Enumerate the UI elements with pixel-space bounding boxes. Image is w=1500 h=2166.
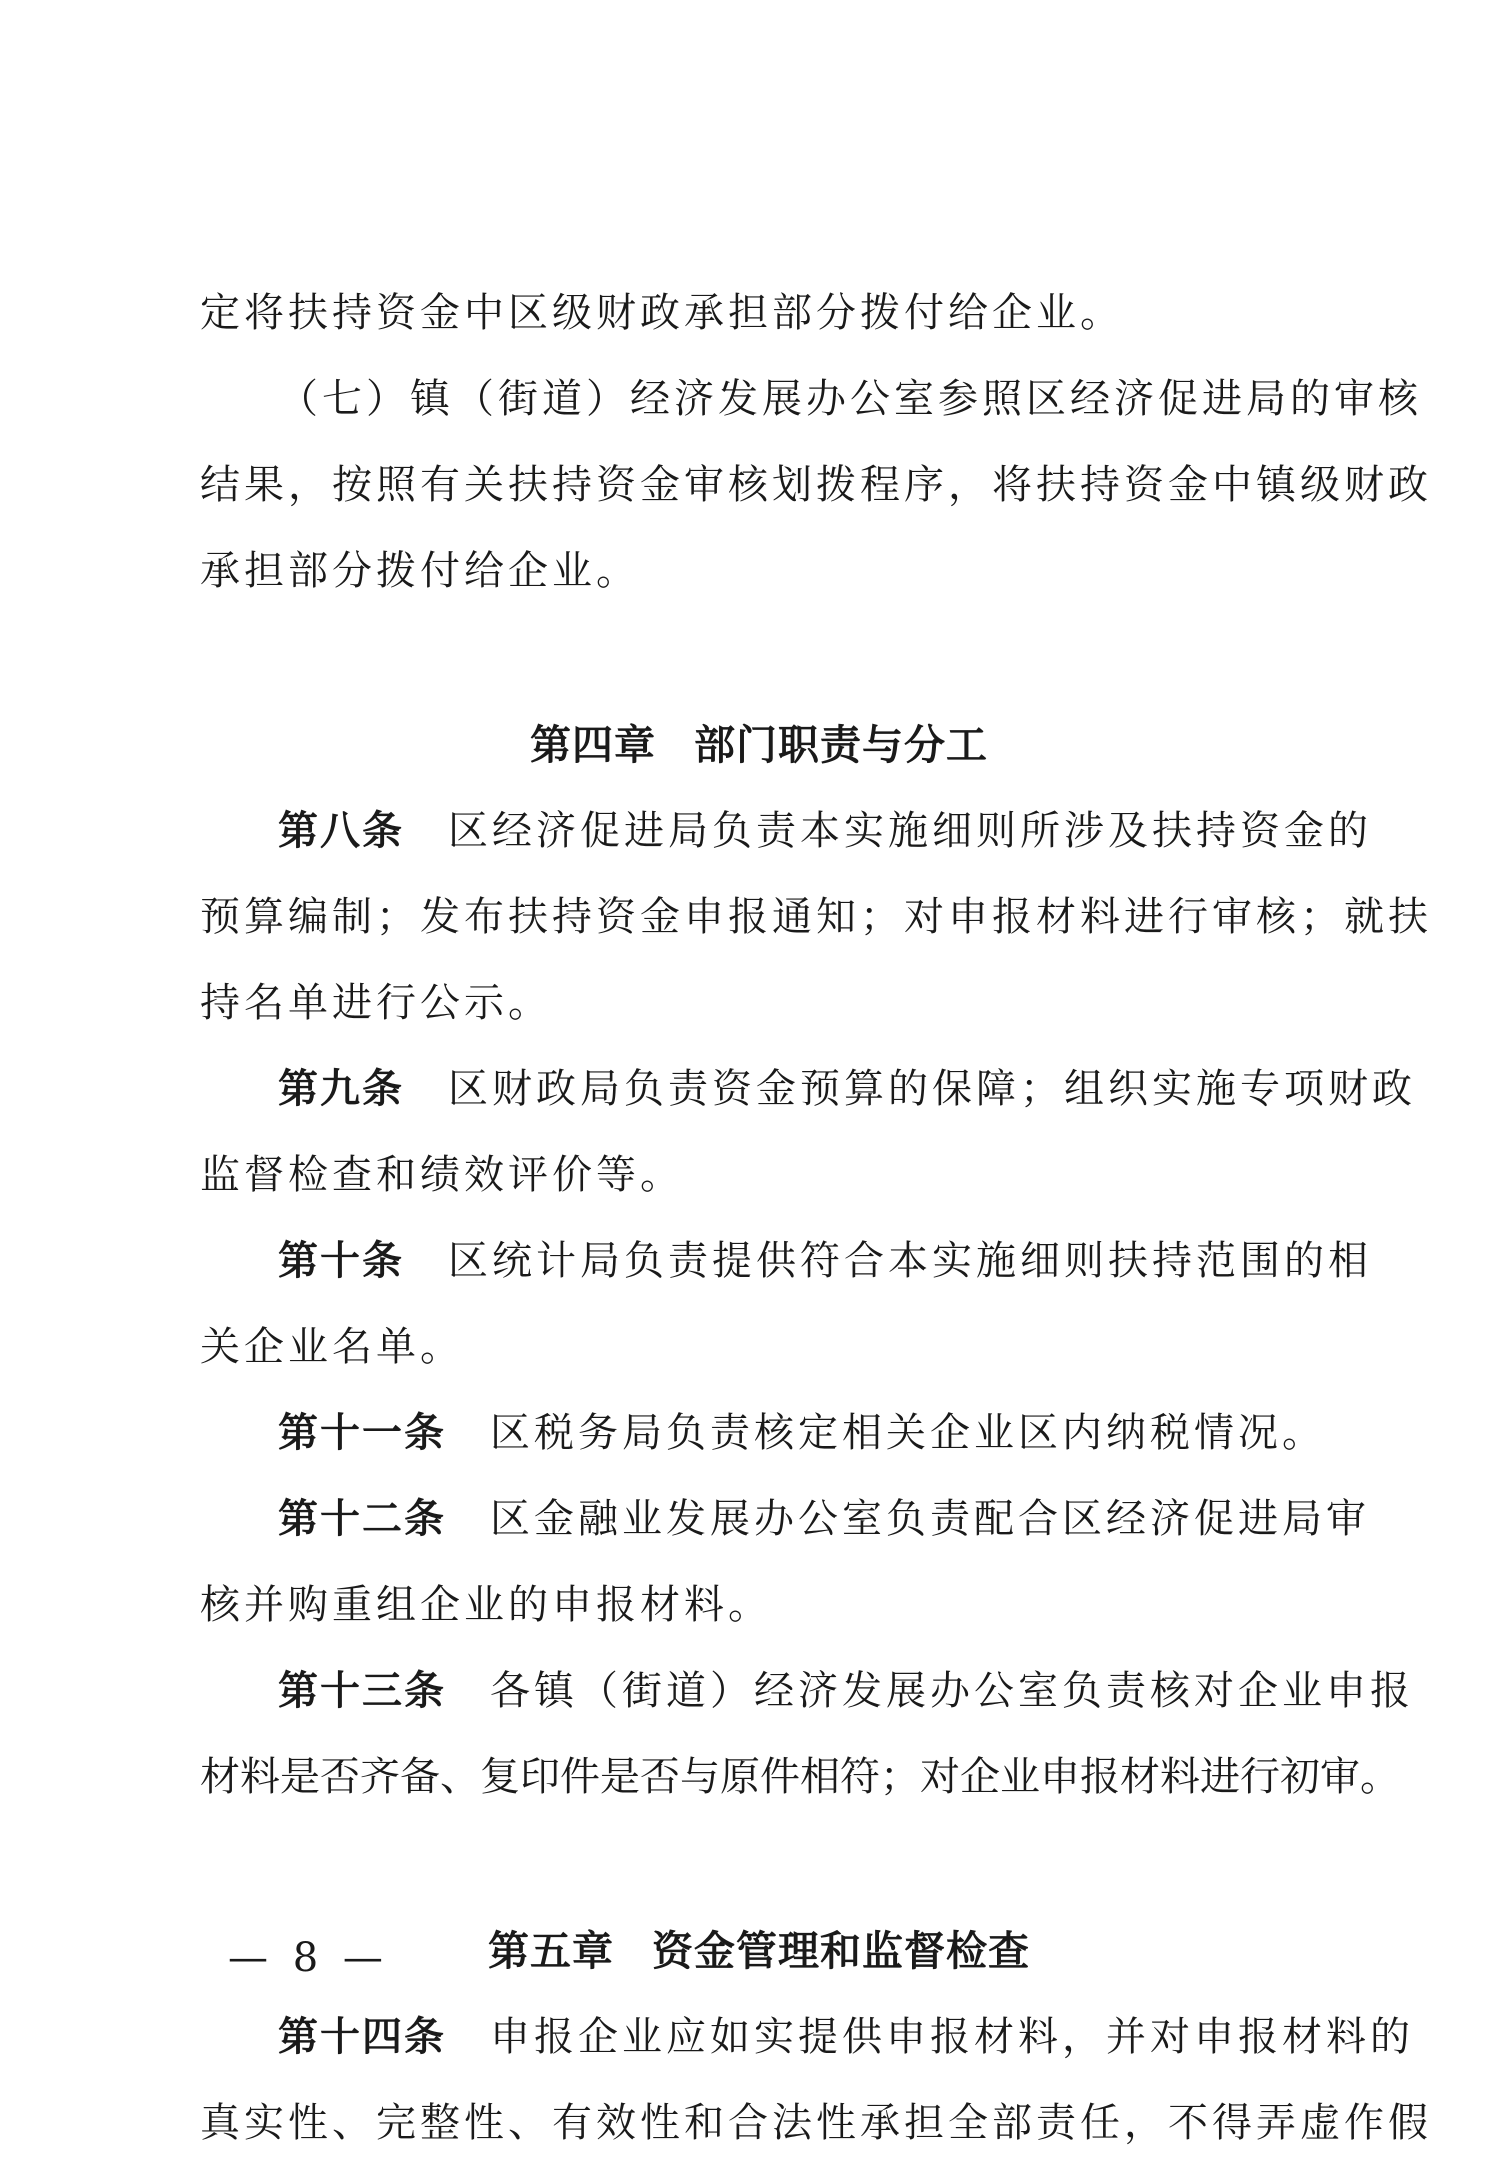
article-label: 第十二条 [278,1496,446,1542]
article-line [200,1994,1414,2080]
article-text: 区金融业发展办公室负责配合区经济促进局审 [490,1496,1370,1542]
article-line [200,1476,1370,1562]
article-text: 各镇（街道）经济发展办公室负责核对企业申报 [490,1668,1414,1714]
paragraph-line: （七）镇（街道）经济发展办公室参照区经济促进局的审核 [278,376,1422,422]
article-label: 第十三条 [278,1668,446,1714]
chapter-title: 部门职责与分工 [694,721,988,769]
article-line [200,1648,1414,1734]
document-body [200,270,1432,2166]
article-line: 监督检查和绩效评价等。 [200,1152,684,1198]
article-line [200,1218,1372,1304]
article-label: 第十一条 [278,1410,446,1456]
paragraph-line: 定将扶持资金中区级财政承担部分拨付给企业。 [200,290,1124,336]
chapter-title: 资金管理和监督检查 [652,1927,1030,1975]
article-text: 申报企业应如实提供申报材料，并对申报材料的 [490,2014,1414,2060]
article-line: 关企业名单。 [200,1324,464,1370]
article-line: 真实性、完整性、有效性和合法性承担全部责任，不得弄虚作假 [200,2100,1432,2146]
article-line: 预算编制；发布扶持资金申报通知；对申报材料进行审核；就扶 [200,894,1432,940]
article-label: 第十四条 [278,2014,446,2060]
paragraph-line: 承担部分拨付给企业。 [200,548,640,594]
article-text: 区统计局负责提供符合本实施细则扶持范围的相 [448,1238,1372,1284]
article-label: 第九条 [278,1066,404,1112]
article-line [200,788,1372,874]
article-line [200,1390,1326,1476]
article-label: 第八条 [278,808,404,854]
paragraph-line: 结果，按照有关扶持资金审核划拨程序，将扶持资金中镇级财政 [200,462,1432,508]
chapter-heading [200,702,1318,788]
article-line: 核并购重组企业的申报材料。 [200,1582,772,1628]
chapter-number: 第四章 [530,721,656,769]
article-text: 区经济促进局负责本实施细则所涉及扶持资金的 [448,808,1372,854]
article-text: 区财政局负责资金预算的保障；组织实施专项财政 [448,1066,1416,1112]
article-text: 区税务局负责核定相关企业区内纳税情况。 [490,1410,1326,1456]
article-line: 持名单进行公示。 [200,980,552,1026]
article-label: 第十条 [278,1238,404,1284]
article-line: 材料是否齐备、复印件是否与原件相符；对企业申报材料进行初审。 [200,1754,1400,1800]
page-number: — 8 — [228,1935,389,1981]
chapter-number: 第五章 [488,1927,614,1975]
article-line [200,1046,1416,1132]
